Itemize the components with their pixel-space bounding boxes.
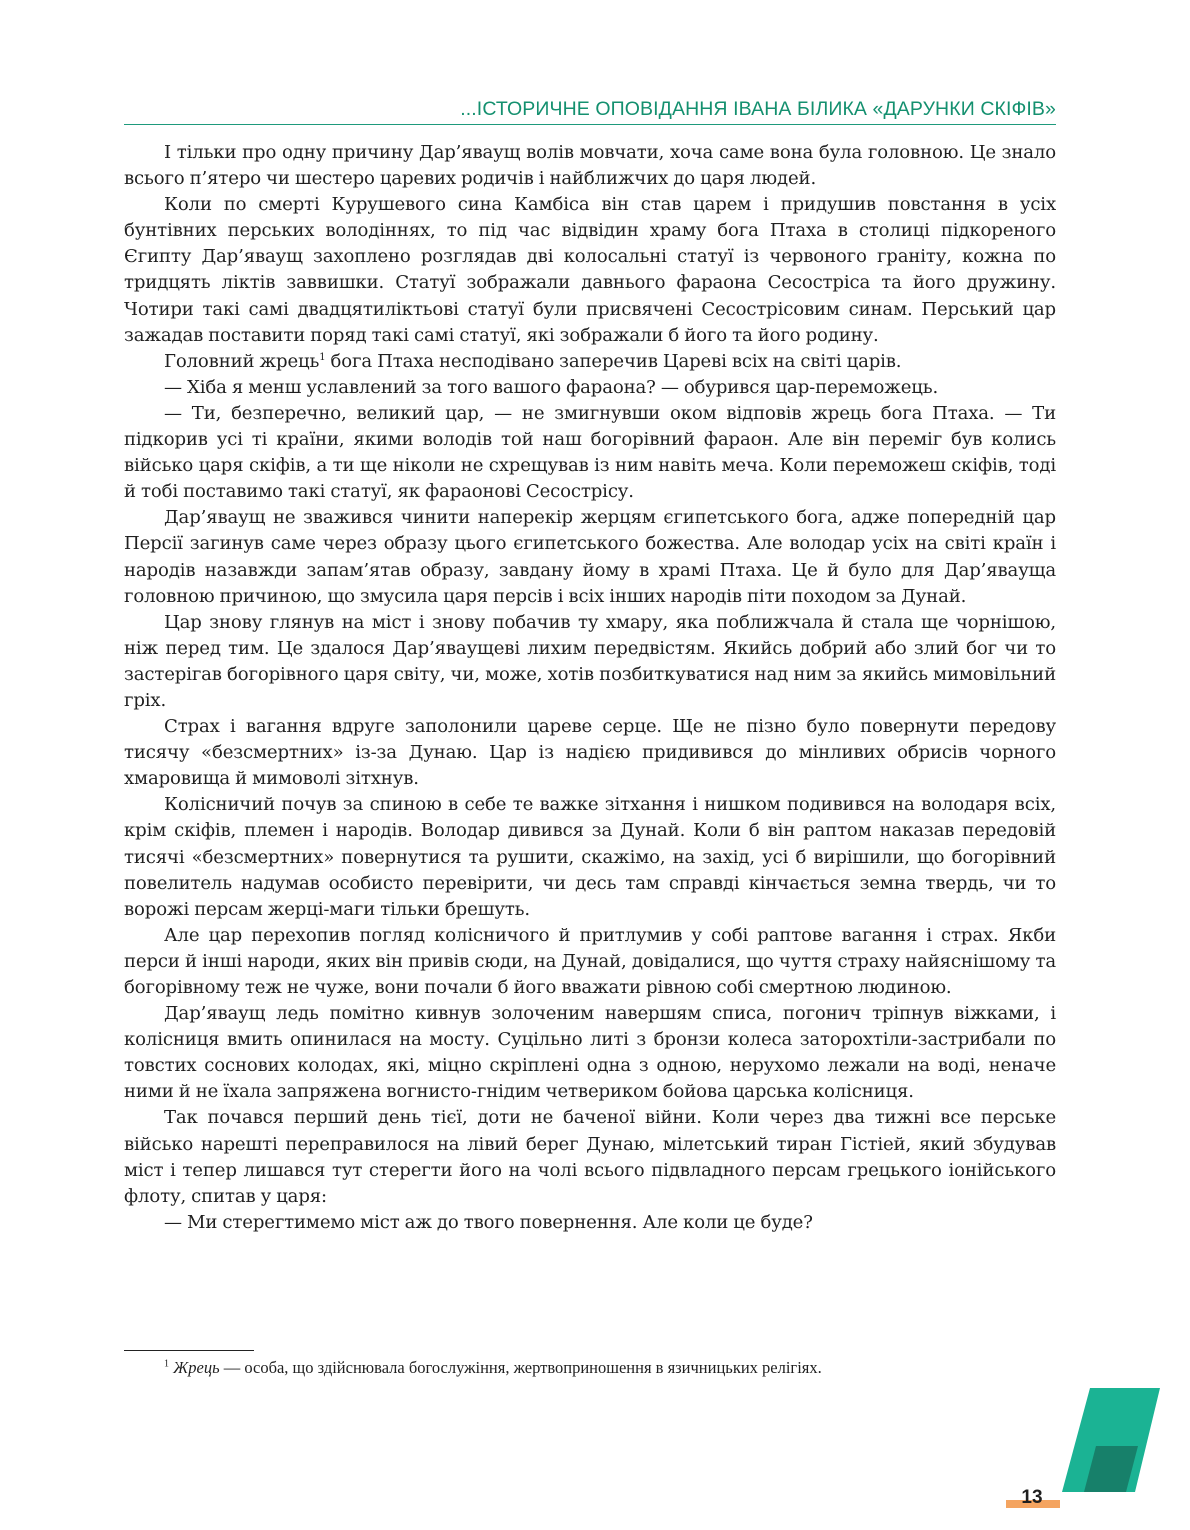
footnote-definition: — особа, що здійснювала богослужіння, жертвоприношення в язичницьких релігіях.: [219, 1358, 822, 1377]
paragraph: Коли по смерті Курушевого сина Камбіса він став царем і придушив повстання в усіх бунтівних перських володіннях, то під час відвідин храму бога Птаха в столиці підкореного Єгипту Дар’яваущ захоплено розглядав дві колосальні статуї із червоного граніту, кожна по тридцять ліктів заввишки. Статуї зображали давнього фараона Сесостріса та його дружину. Чотири такі самі двадцятиліктьові статуї були присвячені Сесострісовим синам. Перський цар зажадав поставити поряд такі самі статуї, які зображали б його та його родину.: [124, 194, 1056, 346]
footnote-number: 1: [164, 1358, 169, 1370]
body-text: [124, 140, 1056, 1236]
paragraph: Але цар перехопив погляд колісничого й притлумив у собі раптове вагання і страх. Якби перси й інші народи, яких він привів сюди, на Дунай, довідалися, що чуття страху найяснішому та богорівному теж не чуже, вони почали б його вважати рівною собі смертною людиною.: [124, 924, 1056, 998]
paragraph: Так почався перший день тієї, доти не баченої війни. Коли через два тижні все перське військо нарешті переправилося на лівий берег Дунаю, мілетський тиран Гістіей, який збудував міст і тепер лишався тут стерегти його на чолі всього підвладного персам грецького іонійського флоту, спитав у царя:: [124, 1107, 1056, 1207]
footnote-divider: [124, 1350, 254, 1351]
paragraph: Страх і вагання вдруге заполонили цареве серце. Ще не пізно було повернути передову тисячу «безсмертних» із-за Дунаю. Цар із надією придивився до мінливих обрисів чорного хмаровища й мимоволі зітхнув.: [124, 716, 1056, 790]
paragraph: — Хіба я менш уславлений за того вашого фараона? — обурився цар-переможець.: [164, 376, 939, 398]
paragraph: Дар’яваущ не зважився чинити наперекір жерцям єгипетського бога, адже попередній цар Персії загинув саме через образу цього єгипетського божества. Але володар усіх на світі країн і народів назавжди запам’ятав образу, завдану йому в храмі Птаха. Це й було для Дар’яваущa головною причиною, що змусила царя персів і всіх інших народів піти походом за Дунай.: [124, 507, 1056, 607]
page-number: 13: [1021, 1487, 1043, 1508]
footnote-marker: 1: [319, 351, 326, 363]
footnote-term: Жрець: [173, 1358, 220, 1377]
paragraph: Цар знову глянув на міст і знову побачив ту хмару, яка поближчала й стала ще чорнішою, ніж перед тим. Це здалося Дар’яваущеві лихим передвістям. Якийсь добрий або злий бог чи то застерігав богорівного царя світу, чи, може, хотів позбиткуватися над ним за якийсь мимовільний гріх.: [124, 611, 1056, 711]
paragraph-with-footnote: [124, 349, 1056, 375]
footnote: [124, 1357, 1056, 1379]
paragraph-text: бога Птаха несподівано заперечив Цареві всіх на світі царів.: [325, 350, 902, 372]
paragraph: Колісничий почув за спиною в себе те важке зітхання і нишком подивився на володаря всіх, крім скіфів, племен і народів. Володар дивився за Дунай. Коли б він раптом наказав передовій тисячі «безсмертних» повернутися та рушити, скажімо, на захід, усі б вирішили, що богорівний повелитель надумав особисто перевірити, чи десь там справді кінчається земна твердь, чи то ворожі персам жерці-маги тільки брешуть.: [124, 794, 1056, 920]
paragraph: — Ти, безперечно, великий цар, — не змигнувши оком відповів жрець бога Птаха. — Ти підкорив усі ті країни, якими володів той наш богорівний фараон. Але він переміг був колись військо царя скіфів, а ти ще ніколи не схрещував із ним навіть меча. Коли переможеш скіфів, тоді й тобі поставимо такі статуї, як фараонові Сесострісу.: [124, 402, 1056, 503]
running-header-title: ...ІСТОРИЧНЕ ОПОВІДАННЯ ІВАНА БІЛИКА «ДАРУНКИ СКІФІВ»: [460, 98, 1056, 120]
running-header: [124, 94, 1056, 125]
paragraph: Дар’яваущ ледь помітно кивнув золоченим навершям списа, погонич тріпнув віжками, і колісниця вмить опинилася на мосту. Суцільно литі з бронзи колеса заторохтіли-застрибали по товстих соснових колодах, які, міцно скріплені одна з одною, нерухомо лежали на воді, неначе ними й не їхала запряжена вогнисто-гнідим четвериком бойова царська колісниця.: [124, 1003, 1056, 1103]
paragraph: І тільки про одну причину Дар’яваущ волів мовчати, хоча саме вона була головною. Це знало всього п’ятеро чи шестеро царевих родичів і найближчих до царя людей.: [124, 142, 1056, 190]
paragraph-text: Головний жрець: [164, 350, 320, 372]
paragraph: — Ми стерегтимемо міст аж до твого повернення. Але коли це буде?: [164, 1211, 813, 1233]
